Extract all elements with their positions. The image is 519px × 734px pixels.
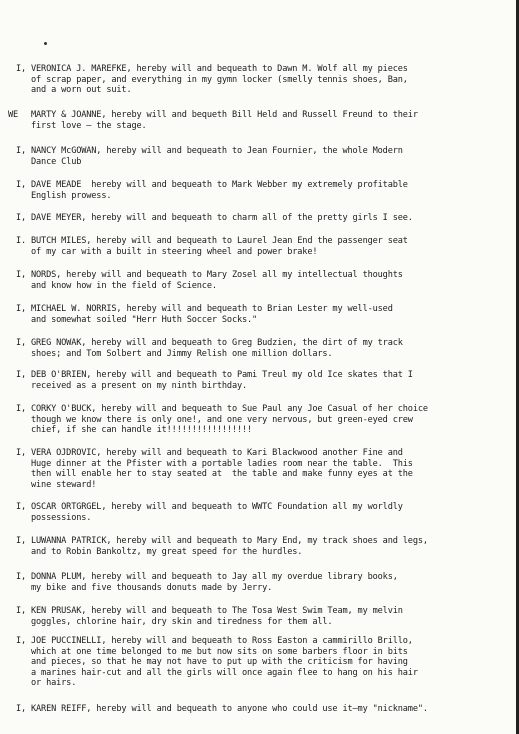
ink-speck (44, 42, 47, 45)
entry-line: of scrap paper, and everything in my gymn locker (smelly tennis shoes, Ban, (31, 74, 408, 85)
entry-line: NANCY McGOWAN, hereby will and bequeath to Jean Fournier, the whole Modern (31, 146, 403, 156)
entry-text (31, 64, 500, 96)
entry-line: OSCAR ORTGRGEL, hereby will and bequeath to WWTC Foundation all my worldly (31, 502, 403, 512)
entry-line: and to Robin Bankoltz, my great speed for the hurdles. (31, 546, 303, 557)
entry-prefix: I, (16, 636, 27, 646)
entry-line: possessions. (31, 512, 92, 523)
entry-text (31, 146, 500, 167)
entry-prefix: I, (16, 502, 27, 512)
entry-line: JOE PUCCINELLI, hereby will and bequeath to Ross Easton a cammirillo Brillo, (31, 636, 413, 646)
entry-text (31, 606, 500, 627)
entry-prefix: I, (16, 370, 27, 380)
entry-text (31, 704, 500, 715)
entry-prefix: I, (16, 338, 27, 348)
entry-text (31, 502, 500, 523)
entry-prefix: I, (16, 704, 27, 714)
entry-line: DAVE MEYER, hereby will and bequeath to charm all of the pretty girls I see. (31, 213, 413, 223)
entry-line: though we know there is only one!, and one very nervous, but green-eyed crew (31, 414, 413, 425)
entry-prefix: I, (16, 606, 27, 616)
entry-line: MARTY & JOANNE, hereby will and bequeth Bill Held and Russell Freund to their (31, 110, 418, 120)
entry-prefix: I, (16, 404, 27, 414)
entry-line: NORDS, hereby will and bequeath to Mary Zosel all my intellectual thoughts (31, 270, 403, 280)
entry-text (31, 338, 500, 359)
entry-line: DAVE MEADE hereby will and bequeath to Mark Webber my extremely profitable (31, 180, 408, 190)
entry-text (31, 270, 500, 291)
entry-prefix: I, (16, 270, 27, 280)
entry-prefix: I, (16, 146, 27, 156)
entry-line: Huge dinner at the Pfister with a portable ladies room near the table. This (31, 458, 413, 469)
entry-text (31, 572, 500, 593)
entry-line: first love — the stage. (31, 120, 147, 131)
entry-text (31, 448, 500, 490)
entry-text (31, 536, 500, 557)
entry-prefix: I, (16, 304, 27, 314)
entry-text (31, 304, 500, 325)
entry-text (31, 213, 500, 224)
entry-line: or hairs. (31, 678, 77, 689)
entry-line: VERA OJDROVIC, hereby will and bequeath to Kari Blackwood another Fine and (31, 448, 403, 458)
entry-line: LUWANNA PATRICK, hereby will and bequeath to Mary End, my track shoes and legs, (31, 536, 428, 546)
entry-line: BUTCH MILES, hereby will and bequeath to Laurel Jean End the passenger seat (31, 236, 408, 246)
entry-line: goggles, chlorine hair, dry skin and tiredness for them all. (31, 616, 333, 627)
entry-line: KEN PRUSAK, hereby will and bequeath to The Tosa West Swim Team, my melvin (31, 606, 403, 616)
entry-line: and somewhat soiled "Herr Huth Soccer Socks." (31, 314, 258, 325)
entry-line: and pieces, so that he may not have to put up with the criticism for having (31, 657, 408, 668)
entry-prefix: I, (16, 64, 27, 74)
entry-text (31, 636, 500, 689)
entry-line: DONNA PLUM, hereby will and bequeath to Jay all my overdue library books, (31, 572, 398, 582)
entry-line: then will enable her to stay seated at the table and make funny eyes at the (31, 469, 413, 480)
entry-line: wine steward! (31, 479, 97, 490)
entry-line: VERONICA J. MAREFKE, hereby will and bequeath to Dawn M. Wolf all my pieces (31, 64, 408, 74)
entry-prefix: I, (16, 448, 27, 458)
entry-line: Dance Club (31, 156, 82, 167)
entry-line: a marines hair-cut and all the girls will once again flee to hang on his hair (31, 667, 418, 678)
entry-text (31, 370, 500, 391)
entry-line: received as a present on my ninth birthday. (31, 380, 248, 391)
entry-prefix: WE (8, 110, 19, 120)
entry-line: shoes; and Tom Solbert and Jimmy Relish one million dollars. (31, 348, 333, 359)
entry-text (31, 404, 500, 436)
entry-line: KAREN REIFF, hereby will and bequeath to anyone who could use it—my "nickname". (31, 704, 428, 714)
entry-prefix: I. (16, 236, 27, 246)
entry-line: my bike and five thousands donuts made by Jerry. (31, 582, 273, 593)
entry-text (31, 236, 500, 257)
entry-line: MICHAEL W. NORRIS, hereby will and bequeath to Brian Lester my well-used (31, 304, 393, 314)
entry-prefix: I, (16, 536, 27, 546)
entry-text (31, 110, 500, 131)
entry-line: which at one time belonged to me but now sits on some barbers floor in bits (31, 646, 408, 657)
entry-line: CORKY O'BUCK, hereby will and bequeath to Sue Paul any Joe Casual of her choice (31, 404, 428, 414)
entry-prefix: I, (16, 572, 27, 582)
entry-line: and know how in the field of Science. (31, 280, 217, 291)
entry-text (31, 180, 500, 201)
entry-prefix: I, (16, 213, 27, 223)
entry-line: and a worn out suit. (31, 85, 132, 96)
entry-line: English prowess. (31, 190, 112, 201)
entry-line: of my car with a built in steering wheel and power brake! (31, 246, 318, 257)
entry-prefix: I, (16, 180, 27, 190)
entry-line: DEB O'BRIEN, hereby will and bequeath to Pami Treul my old Ice skates that I (31, 370, 413, 380)
entry-line: chief, if she can handle it!!!!!!!!!!!!!!!!! (31, 425, 253, 436)
entry-line: GREG NOWAK, hereby will and bequeath to Greg Budzien, the dirt of my track (31, 338, 403, 348)
